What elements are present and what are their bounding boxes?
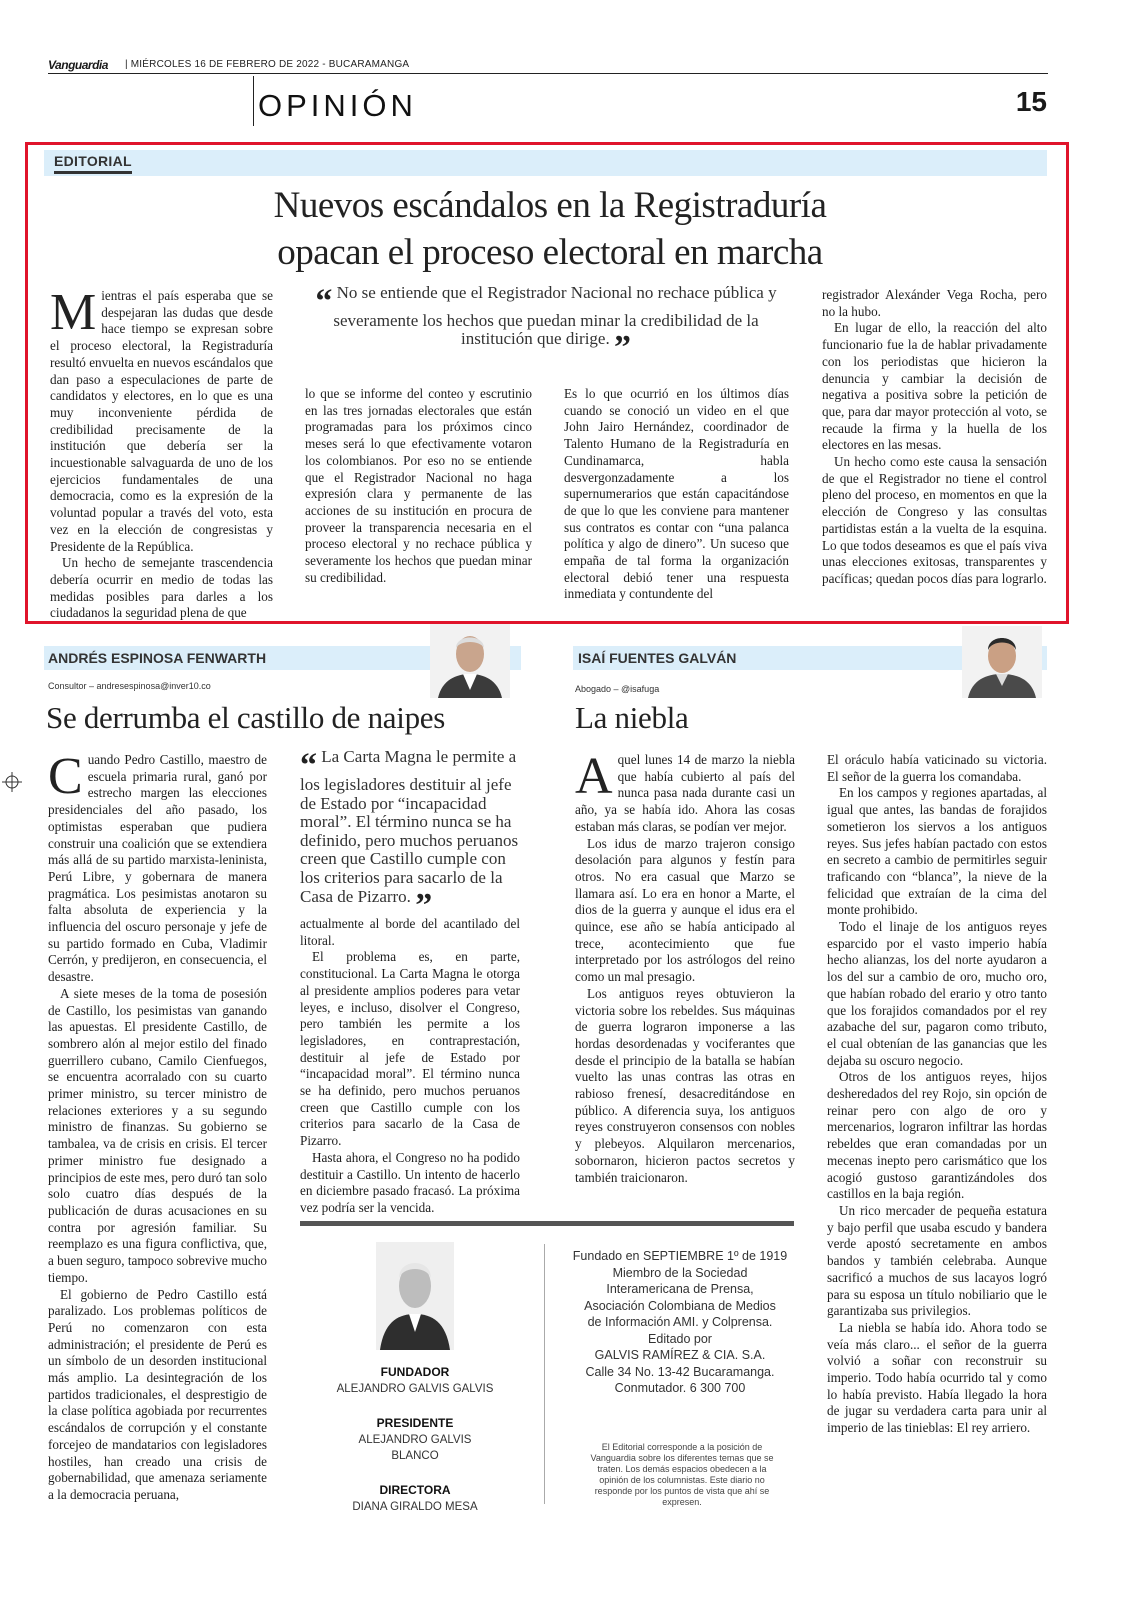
paragraph: El problema es, en parte, constitucional. La Carta Magna le otorga al presidente amplios poderes para vetar leyes, e incluso, disolver el Congreso, pero también les permite a los legisladores, en contraprestación, destituir al jefe de Estado por “incapacidad moral”. El término nunca se ha definido, pero muchos peruanos creen que Castillo cumple con los criterios para sacarlo de la Casa de Pizarro. (300, 949, 520, 1149)
paragraph: Los antiguos reyes obtuvieron la victoria sobre los rebeldes. Sus máquinas de guerra lograron imponerse a las hordas desordenadas y vociferantes que desde el principio de la batalla se habían vuelto las unas contras las otras en rabioso frenesí, desacreditándose en público. A diferencia suya, los antiguos reyes construyeron consensos con nobles y plebeyos. Alquilaron mercenarios, sobornaron, hicieron pactos secretos y también traicionaron. (575, 985, 795, 1185)
author-name-right: ISAÍ FUENTES GALVÁN (578, 650, 737, 666)
author-photo-right (962, 626, 1042, 698)
editorial-column-1 (50, 284, 274, 622)
close-quote-icon: ” (415, 886, 433, 924)
paragraph: Otros de los antiguos reyes, hijos desheredados del rey Rojo, sin opción de reinar pero con algo de oro y mercenarios, lograron infiltrar las hordas rebeldes que eran comandadas por un mecenas inepto pero carismático que los acogió gustoso garantizándoles dos castillos en la baja región. (827, 1069, 1047, 1202)
founder-label: FUNDADOR (380, 1365, 450, 1379)
founder-name: ALEJANDRO GALVIS GALVIS (336, 1383, 494, 1395)
registration-mark-icon (2, 772, 22, 792)
column-title-right: La niebla (575, 700, 689, 735)
paragraph: El gobierno de Pedro Castillo está paralizado. Los problemas políticos de Perú no comenzaron con esta administración; el presidente de Perú es un símbolo de un desorden institucional más amplio. La desintegración de los partidos tradicionales, el desprestigio de la clase política agobiada por recurrentes escándalos de corrupción y el constante forcejeo de mandatarios con legisladores hostiles, han creado una crisis de gobernabilidad, que amenaza seriamente a la democracia peruana, (48, 1286, 267, 1502)
editorial-headline (90, 182, 1010, 276)
pull-quote-text: La Carta Magna le permite a los legisladores destituir al jefe de Estado por “incapacidad moral”. El término nunca se ha definido, pero muchos peruanos creen que Castillo cumple con los criterios para sacarlo de la Casa de Pizarro. (300, 747, 519, 906)
column-title-left: Se derrumba el castillo de naipes (46, 700, 445, 735)
disclaimer: El Editorial corresponde a la posición de Vanguardia sobre los diferentes temas que se traten. Los demás espacios obedecen a la opinión de los columnistas. Este diario no responde por los puntos de vista que ahí se expresen. (590, 1442, 774, 1507)
section-divider (253, 76, 254, 126)
page-number: 15 (1015, 86, 1047, 117)
info-line: Fundado en SEPTIEMBRE 1º de 1919 (572, 1249, 788, 1263)
open-quote-icon: “ (315, 283, 333, 320)
paragraph: uando Pedro Castillo, maestro de escuela primaria rural, ganó por estrecho margen las elecciones presidenciales del año pasado, los optimistas esperaban que pudiera construir una coalición que se extendiera más allá de su partido marxista-leninista, Perú Libre, y gobernara de manera pragmática. Los pesimistas anotaron su falta absoluta de experiencia y la influencia del oscuro personaje y jefe de su partido formado en Cuba, Vladimir Cerrón, y predijeron, en consecuencia, el desastre. (48, 752, 267, 985)
left-pull-quote (300, 747, 520, 924)
info-line: Asociación Colombiana de Medios (584, 1298, 776, 1313)
editorial-pull-quote (305, 283, 787, 366)
paragraph: La niebla se había ido. Ahora todo se veía más claro... el señor de la guerra volvió a soñar con reconstruir su imperio. Todo había ocurrido tal y como lo había previsto. Había llegado la hora de jugar su verdadera carta para unir al imperio de las tinieblas: El rey arriero. (827, 1319, 1047, 1436)
author-photo-left (430, 624, 510, 698)
paragraph: registrador Alexánder Vega Rocha, pero no la hubo. (822, 287, 1047, 319)
masthead-divider (544, 1244, 545, 1504)
paragraph: A siete meses de la toma de posesión de Castillo, los pesimistas van ganando las apuestas. El presidente Castillo, de sombrero alón al mejor estilo del finado guerrillero cubano, Camilo Cienfuegos, se encuentra acorralado con su cuarto primer ministro, su tercer ministro de relaciones exteriores y a su segundo ministro de finanzas. Su gobierno se tambalea, va de crisis en crisis. El tercer primer ministro fue designado a principios de este mes, pero duró tan solo solo cuatro días después de la publicación de duras acusaciones en su contra por agresión familiar. Su reemplazo es una figura conflictiva, que, a buen seguro, tampoco sobrevive mucho tiempo. (48, 985, 268, 1285)
pull-quote-text: No se entiende que el Registrador Nacional no rechace pública y severamente los hechos que puedan minar la credibilidad de la institución que dirige. (333, 283, 777, 348)
portrait-icon (376, 1242, 454, 1350)
issue-meta: | MIÉRCOLES 16 DE FEBRERO DE 2022 - BUCARAMANGA (125, 59, 410, 70)
open-quote-icon: “ (300, 747, 317, 784)
info-line: de Información AMI. y Colprensa. (587, 1315, 773, 1329)
director-name: DIANA GIRALDO MESA (352, 1501, 478, 1513)
paragraph: Todo el linaje de los antiguos reyes esparcido por el vasto imperio había hecho alianzas, los del norte ayudaron a los del sur a cambio de oro, mucho oro, que habían robado del erario y otro tanto que los forajidos comandados por el rey azabache del sur, pagaron como tributo, el cual obtenían de las ganancias que les dejaba su oscuro negocio. (827, 919, 1047, 1068)
president-label: PRESIDENTE (376, 1416, 454, 1430)
paragraph: Un hecho de semejante trascendencia debería ocurrir en medio de todas las medidas posibles para darles a los ciudadanos la seguridad plena de que (50, 555, 273, 621)
portrait-icon (430, 624, 510, 698)
paragraph: Un hecho como este causa la sensación de que el Registrador no tiene el control pleno del proceso, en momentos en que la elección de Congreso y las consultas partidistas están a la vuelta de la esquina. Lo que todos deseamos es que el país viva unas elecciones exitosas, transparentes y pacíficas; quedan pocos días para lograrlo. (822, 454, 1047, 586)
author-role-right: Abogado – @isafuga (575, 684, 660, 694)
close-quote-icon: ” (613, 329, 631, 366)
right-article-column-2 (827, 752, 1047, 1437)
info-line: Editado por (648, 1331, 712, 1346)
author-role-left: Consultor – andresespinosa@inver10.co (48, 681, 211, 691)
editorial-column-3 (564, 386, 789, 603)
section-title: OPINIÓN (258, 88, 417, 123)
drop-cap: M (50, 284, 97, 341)
paragraph: Es lo que ocurrió en los últimos días cuando se conoció un video en el que John Jairo Hernández, coordinador de Talento Humano de la Registraduría en Cundinamarca, habla desvergonzadamente a los supernumerarios que están capacitándose de que lo que les conviene para mantener sus contratos es contar con “una palanca política y algo de dinero”. Un suceso que empaña de tal forma la organización electoral debió tener una respuesta inmediata y contundente del (564, 386, 789, 602)
founder-photo (376, 1242, 454, 1350)
right-article-column-1 (575, 748, 795, 1186)
paragraph: ientras el país esperaba que se despejaran las dudas que desde hace tiempo se expresan sobre el proceso electoral, la Registraduría resultó envuelta en nuevos escándalos que dan paso a especulaciones de parte de candidatos y electores, en lo que es una muy inconveniente pérdida de credibilidad precisamente de la institución que debería ser la incuestionable salvaguarda de uno de los ejercicios fundamentales de una democracia, como es la expresión de la voluntad popular a través del voto, esta vez en la elección de congresistas y Presidente de la República. (50, 288, 274, 554)
director-label: DIRECTORA (379, 1483, 451, 1497)
info-line: Interamericana de Prensa, (606, 1282, 754, 1296)
info-line: Calle 34 No. 13-42 Bucaramanga. (585, 1364, 775, 1379)
brand-logo: Vanguardia (48, 58, 108, 72)
publisher-info (570, 1248, 790, 1397)
paragraph: lo que se informe del conteo y escrutinio en las tres jornadas electorales que están programadas para los próximos cinco meses será lo que efectivamente votaron los colombianos. Por eso no se entiende que el Registrador Nacional no haga expresión clara y permanente de las acciones de su institución en procura de proveer la transparencia necesaria en el proceso electoral y no rechace pública y severamente los hechos que puedan minar su credibilidad. (305, 386, 532, 585)
paragraph: actualmente al borde del acantilado del litoral. (300, 916, 520, 948)
paragraph: quel lunes 14 de marzo la niebla que había cubierto al país del nunca pasa nada durante casi un año, ya se había ido. Ahora las cosas estaban más claras, se podían ver mejor. (575, 752, 795, 834)
editorial-band (44, 150, 1047, 176)
drop-cap: A (575, 748, 613, 805)
editorial-column-2 (305, 386, 532, 586)
info-line: GALVIS RAMÍREZ & CIA. S.A. (594, 1348, 766, 1362)
info-line: Conmutador. 6 300 700 (614, 1381, 746, 1395)
paragraph: Un rico mercader de pequeña estatura y bajo perfil que usaba escudo y bandera verde apostó secretamente en ambos bandos y también celebraba. Aunque sacrificó a muchos de sus lacayos logró para su esposa un título nobiliario que le garantizaba sus privilegios. (827, 1202, 1047, 1319)
left-article-column-1 (48, 748, 268, 1504)
editorial-headline-line2: opacan el proceso electoral en marcha (277, 232, 823, 273)
editorial-kicker: EDITORIAL (54, 153, 132, 174)
paragraph: Los idus de marzo trajeron consigo desolación para algunos y festín para otros. No era casual que Marzo se llamara así. Lo era en honor a Marte, el dios de la guerra y aunque el idus era el quince, ese año se había anticipado al trece, acontecimiento que fue interpretado por los astrólogos del reino como un mal presagio. (575, 835, 795, 985)
left-article-column-2 (300, 916, 520, 1217)
portrait-icon (962, 626, 1042, 698)
paragraph: Hasta ahora, el Congreso no ha podido destituir a Castillo. Un intento de hacerlo en diciembre pasado fracasó. La próxima vez podría ser la vencida. (300, 1149, 520, 1215)
editorial-headline-line1: Nuevos escándalos en la Registraduría (273, 185, 827, 226)
info-line: Miembro de la Sociedad (612, 1265, 748, 1280)
president-name: ALEJANDRO GALVIS BLANCO (358, 1434, 472, 1462)
masthead-rule (300, 1221, 794, 1226)
editorial-column-4 (822, 287, 1047, 588)
author-name-left: ANDRÉS ESPINOSA FENWARTH (48, 650, 267, 666)
header-rule (48, 73, 1048, 74)
drop-cap: C (48, 748, 83, 805)
masthead-credits (335, 1364, 495, 1515)
paragraph: El oráculo había vaticinado su victoria. El señor de la guerra los comandaba. (827, 752, 1047, 784)
paragraph: En lugar de ello, la reacción del alto funcionario fue la de hablar privadamente con los periodistas que hicieron la denuncia y cambiar la decisión de negativa a positiva sobre la petición de que, para dar mayor protección al voto, se recaude la firma y la huella de los electores en las mesas. (822, 320, 1047, 453)
paragraph: En los campos y regiones apartadas, al igual que antes, las bandas de forajidos sometieron los siervos a los antiguos reyes. Sus jefes habían pactado con estos en secreto a cambio de permitirles seguir traficando con “blanca”, la nieve de la felicidad que extraían de la cima del monte prohibido. (827, 785, 1047, 918)
